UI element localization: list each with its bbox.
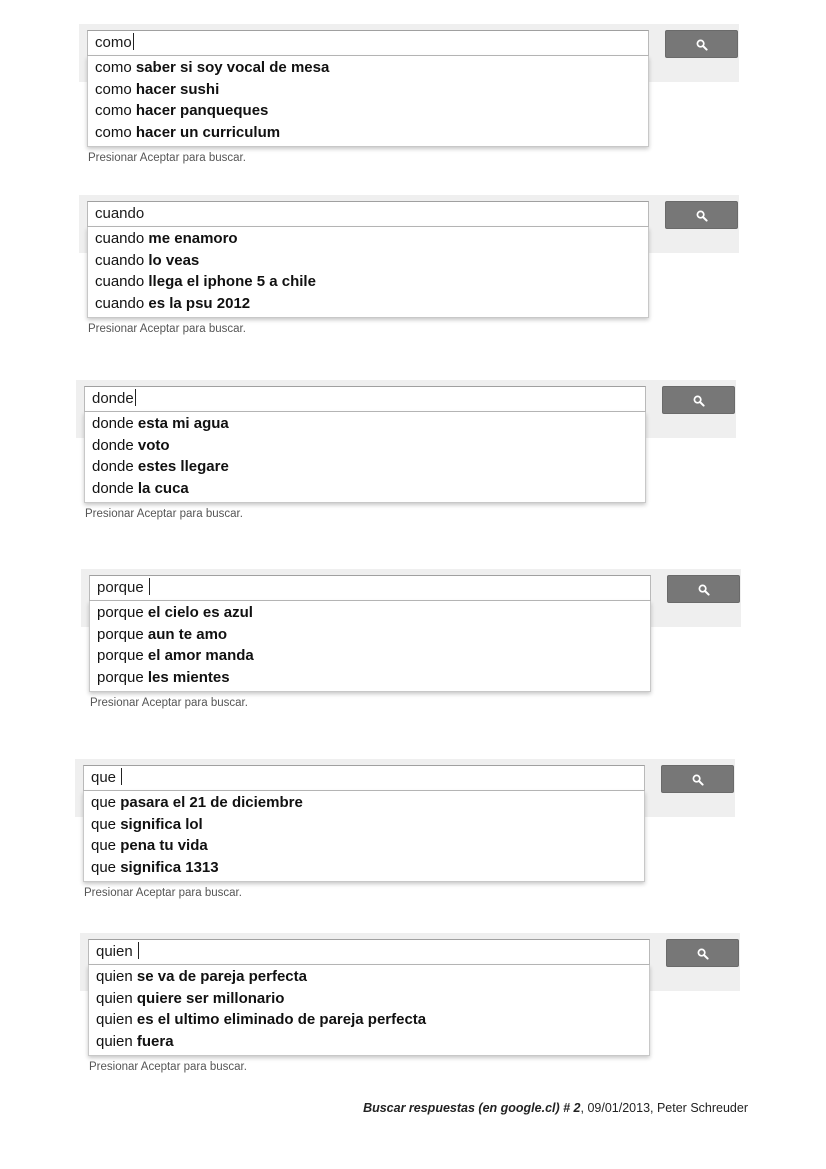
caption-details: , 09/01/2013, Peter Schreuder (580, 1101, 748, 1115)
suggestion-prefix: como (95, 124, 132, 142)
search-button[interactable] (665, 201, 738, 229)
suggestion-completion: voto (137, 436, 170, 454)
suggestion-prefix: donde (92, 436, 134, 454)
page-caption (363, 1101, 748, 1115)
suggestion-prefix: porque (97, 625, 144, 643)
suggestion-prefix: cuando (95, 230, 145, 247)
text-cursor (121, 768, 122, 785)
suggestion-completion: se va de pareja perfecta (136, 968, 307, 985)
text-cursor (135, 389, 136, 406)
search-block-cuando (79, 195, 739, 345)
search-input[interactable] (87, 30, 649, 56)
suggestion-item[interactable] (88, 250, 648, 272)
magnifier-icon (693, 395, 705, 407)
suggestion-completion: me enamoro (148, 230, 238, 247)
suggestion-item[interactable] (90, 667, 650, 689)
suggestion-item[interactable] (85, 413, 645, 435)
suggestion-item[interactable] (84, 814, 644, 836)
suggestion-item[interactable] (85, 456, 645, 478)
suggestion-item[interactable] (89, 966, 649, 988)
suggestion-completion: hacer un curriculum (135, 124, 281, 142)
suggestion-completion: significa lol (120, 815, 203, 833)
suggestion-item[interactable] (85, 478, 645, 500)
suggestion-completion: la cuca (137, 480, 189, 498)
suggestion-prefix: quien (96, 968, 133, 985)
suggestion-item[interactable] (89, 1031, 649, 1053)
suggestion-completion: llega el iphone 5 a chile (148, 273, 316, 291)
suggestion-completion: fuera (136, 1033, 174, 1051)
suggestion-item[interactable] (88, 293, 648, 315)
suggestion-item[interactable] (88, 122, 648, 144)
suggestion-item[interactable] (84, 792, 644, 814)
suggestion-item[interactable] (88, 271, 648, 293)
search-button[interactable] (661, 765, 734, 793)
suggestion-prefix: cuando (95, 273, 145, 291)
suggestion-item[interactable] (88, 79, 648, 101)
suggestion-prefix: que (91, 837, 117, 855)
suggestion-completion: el amor manda (147, 647, 254, 665)
suggestion-completion: pena tu vida (120, 837, 208, 855)
search-button[interactable] (665, 30, 738, 58)
suggestion-item[interactable] (89, 988, 649, 1010)
magnifier-icon (697, 948, 709, 960)
suggestion-prefix: donde (92, 458, 134, 476)
suggestion-completion: les mientes (147, 669, 230, 687)
suggestion-prefix: como (95, 80, 132, 98)
suggestion-completion: estes llegare (137, 458, 229, 476)
suggestions-dropdown (88, 965, 650, 1056)
caption-title: Buscar respuestas (en google.cl) # 2 (363, 1101, 581, 1115)
search-input[interactable] (87, 201, 649, 227)
search-block-como (79, 24, 739, 174)
search-hint: Presionar Aceptar para buscar. (84, 887, 242, 899)
magnifier-icon (696, 39, 708, 51)
suggestion-prefix: donde (92, 415, 134, 432)
suggestion-prefix: porque (97, 669, 144, 687)
suggestion-completion: es la psu 2012 (148, 295, 251, 313)
suggestion-completion: el cielo es azul (147, 604, 253, 621)
suggestion-completion: es el ultimo eliminado de pareja perfecta (136, 1011, 427, 1029)
suggestion-completion: hacer sushi (135, 80, 220, 98)
suggestions-dropdown (84, 412, 646, 503)
search-block-quien (80, 933, 740, 1083)
suggestion-item[interactable] (90, 645, 650, 667)
search-hint: Presionar Aceptar para buscar. (88, 152, 246, 164)
suggestion-prefix: quien (96, 989, 133, 1007)
suggestion-completion: quiere ser millonario (136, 989, 285, 1007)
search-input[interactable] (84, 386, 646, 412)
suggestions-dropdown (87, 227, 649, 318)
suggestion-completion: aun te amo (147, 625, 228, 643)
suggestions-dropdown (87, 56, 649, 147)
search-input[interactable] (88, 939, 650, 965)
suggestion-item[interactable] (90, 624, 650, 646)
suggestion-completion: significa 1313 (120, 859, 219, 877)
magnifier-icon (698, 584, 710, 596)
suggestion-prefix: cuando (95, 251, 145, 269)
suggestion-item[interactable] (88, 100, 648, 122)
suggestion-item[interactable] (84, 857, 644, 879)
suggestion-item[interactable] (85, 435, 645, 457)
suggestions-dropdown (83, 791, 645, 882)
search-query: como (95, 34, 132, 51)
search-input[interactable] (89, 575, 651, 601)
magnifier-icon (696, 210, 708, 222)
search-input[interactable] (83, 765, 645, 791)
search-hint: Presionar Aceptar para buscar. (85, 508, 243, 520)
suggestion-prefix: que (91, 815, 117, 833)
suggestion-item[interactable] (88, 57, 648, 79)
search-query: que (91, 769, 121, 786)
suggestion-prefix: cuando (95, 295, 145, 313)
search-hint: Presionar Aceptar para buscar. (88, 323, 246, 335)
suggestion-completion: lo veas (148, 251, 200, 269)
suggestion-prefix: que (91, 859, 117, 877)
search-hint: Presionar Aceptar para buscar. (90, 697, 248, 709)
suggestion-prefix: quien (96, 1033, 133, 1051)
suggestion-item[interactable] (88, 228, 648, 250)
suggestion-item[interactable] (90, 602, 650, 624)
search-query: cuando (95, 205, 145, 222)
search-button[interactable] (667, 575, 740, 603)
suggestion-completion: hacer panqueques (135, 102, 269, 120)
suggestion-item[interactable] (84, 835, 644, 857)
suggestion-completion: saber si soy vocal de mesa (135, 59, 330, 76)
suggestion-prefix: como (95, 102, 132, 120)
search-button[interactable] (666, 939, 739, 967)
suggestion-prefix: donde (92, 480, 134, 498)
search-hint: Presionar Aceptar para buscar. (89, 1061, 247, 1073)
suggestion-completion: esta mi agua (137, 415, 229, 432)
suggestion-prefix: porque (97, 604, 144, 621)
suggestion-prefix: como (95, 59, 132, 76)
search-query: quien (96, 943, 137, 960)
search-block-donde (76, 380, 736, 530)
search-query: donde (92, 390, 134, 407)
suggestion-prefix: que (91, 794, 117, 811)
suggestion-completion: pasara el 21 de diciembre (120, 794, 303, 811)
search-block-porque (81, 569, 741, 719)
text-cursor (138, 942, 139, 959)
suggestion-prefix: porque (97, 647, 144, 665)
search-query: porque (97, 579, 148, 596)
magnifier-icon (692, 774, 704, 786)
search-button[interactable] (662, 386, 735, 414)
search-block-que (75, 759, 735, 909)
suggestion-item[interactable] (89, 1009, 649, 1031)
suggestion-prefix: quien (96, 1011, 133, 1029)
text-cursor (133, 33, 134, 50)
text-cursor (149, 578, 150, 595)
suggestions-dropdown (89, 601, 651, 692)
